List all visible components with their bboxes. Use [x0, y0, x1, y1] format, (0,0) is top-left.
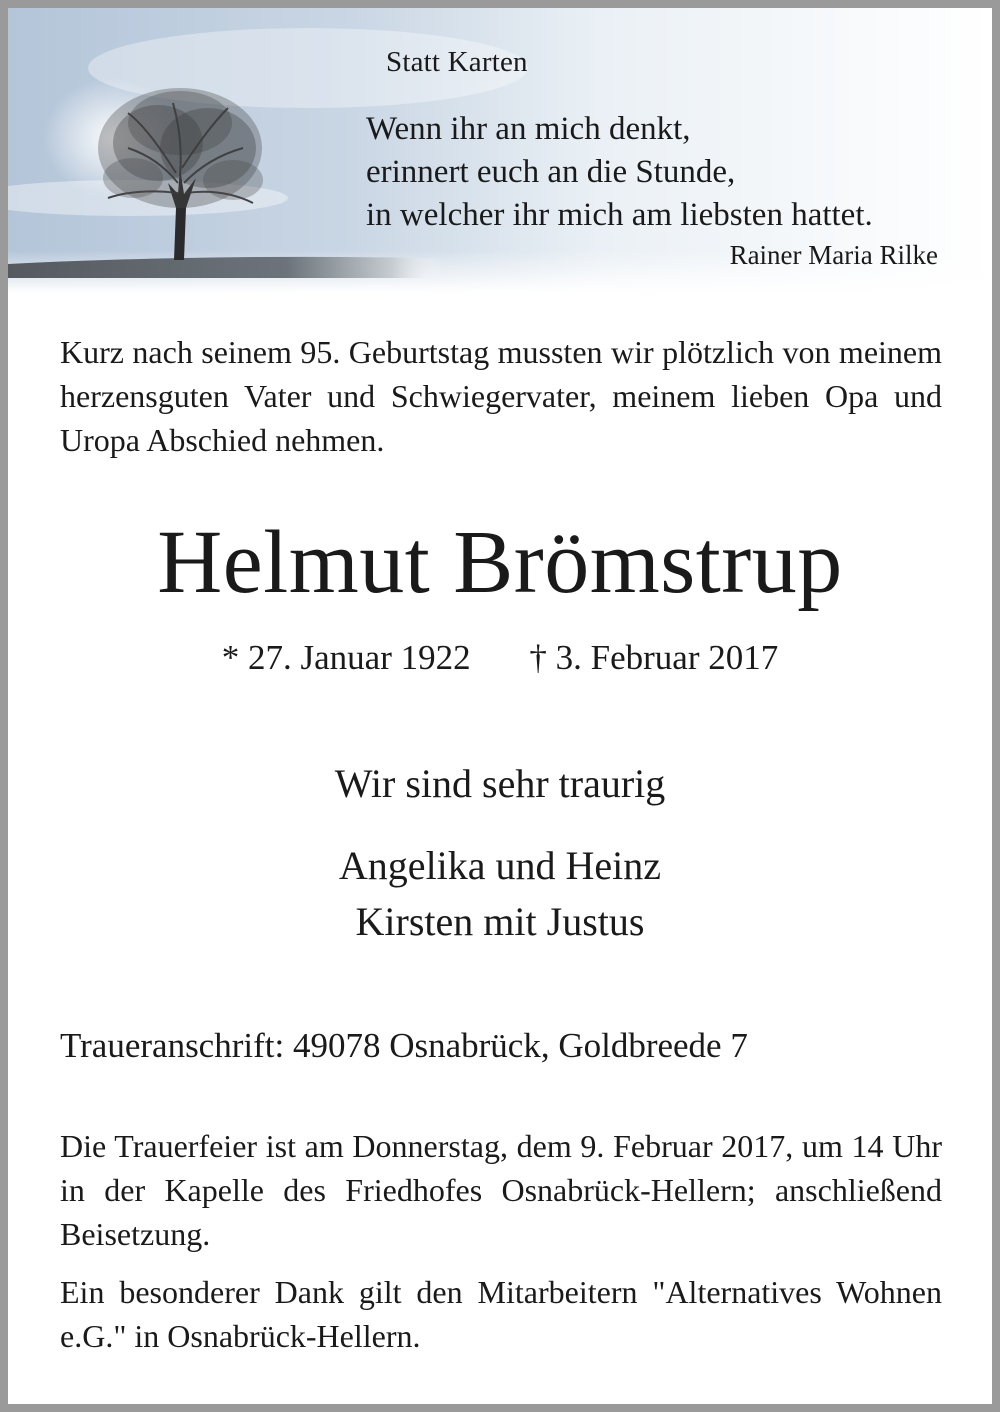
intro-text: Kurz nach seinem 95. Geburtstag mussten wir plötzlich von meinem herzensguten Vater und Schwiegervater, meinem lieben Opa und Uropa Abschied nehmen. — [60, 334, 942, 458]
obituary-card — [8, 8, 992, 1404]
mourner-name: Angelika und Heinz — [338, 843, 662, 888]
death-date: † 3. Februar 2017 — [529, 638, 779, 677]
poem-line: in welcher ihr mich am liebsten hattet. — [366, 197, 873, 233]
statt-karten-label: Statt Karten — [386, 46, 528, 78]
poem-line: erinnert euch an die Stunde, — [366, 154, 736, 190]
mourning-address: Traueranschrift: 49078 Osnabrück, Goldbreede 7 — [60, 1026, 748, 1065]
poem-quote — [366, 108, 873, 237]
birth-date: * 27. Januar 1922 — [221, 638, 471, 677]
mourner-names — [8, 838, 992, 950]
mourner-name: Kirsten mit Justus — [355, 899, 645, 944]
life-dates — [8, 638, 992, 678]
deceased-name: Helmut Brömstrup — [157, 513, 843, 612]
ceremony-details: Die Trauerfeier ist am Donnerstag, dem 9. Februar 2017, um 14 Uhr in der Kapelle des Friedhofes Osnabrück-Hellern; anschließend Beisetzung. — [60, 1128, 942, 1252]
poem-author: Rainer Maria Rilke — [729, 240, 938, 270]
thanks-text: Ein besonderer Dank gilt den Mitarbeitern "Alternatives Wohnen e.G." in Osnabrück-Hellern. — [60, 1274, 942, 1354]
poem-line: Wenn ihr an mich denkt, — [366, 111, 691, 147]
header-banner — [8, 8, 992, 293]
mourning-statement: Wir sind sehr traurig — [334, 761, 666, 806]
